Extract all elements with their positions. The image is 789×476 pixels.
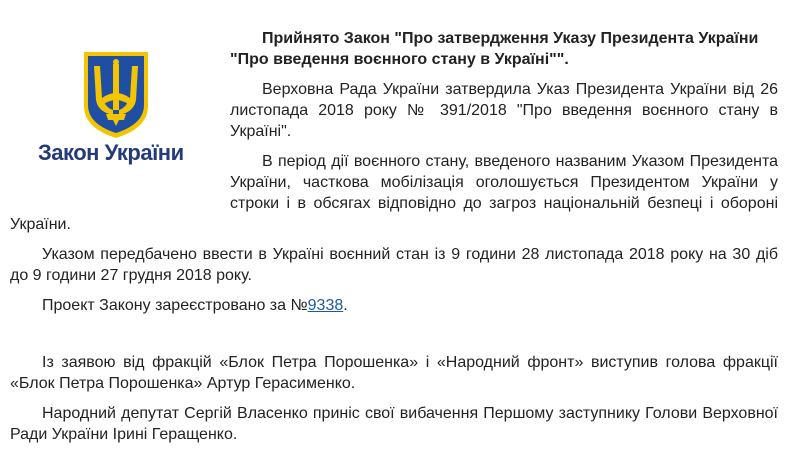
paragraph: Народний депутат Сергій Власенко приніс свої вибачення Першому заступнику Голови Верховної Ради України Ірині Геращенко. [10,405,778,443]
article-body [10,28,778,454]
paragraph: В період дії воєнного стану, введеного названим Указом Президента України, часткова мобілізація оголошується Президентом України у строки і в обсягах відповідно до загроз національній безпеці і обороні України. [10,153,778,233]
paragraph: Указом передбачено ввести в Україні воєнний стан із 9 години 28 листопада 2018 року на 30 діб до 9 години 27 грудня 2018 року. [10,246,778,284]
registration-paragraph [10,295,778,316]
registration-prefix: Проект Закону зареєстровано за № [42,297,308,314]
paragraph: Верховна Рада України затвердила Указ Президента України від 26 листопада 2018 року № 391/2018 "Про введення воєнного стану в Україні". [230,81,778,140]
article-title: Прийнято Закон "Про затвердження Указу Президента України "Про введення воєнного стану в Україні"". [230,30,759,68]
bill-number-link[interactable]: 9338 [307,297,344,314]
registration-suffix: . [343,297,348,314]
paragraph: Із заявою від фракцій «Блок Петра Порошенка» і «Народний фронт» виступив голова фракції «Блок Петра Порошенка» Артур Герасименко. [10,354,778,392]
logo-text: Закон України [38,140,184,165]
